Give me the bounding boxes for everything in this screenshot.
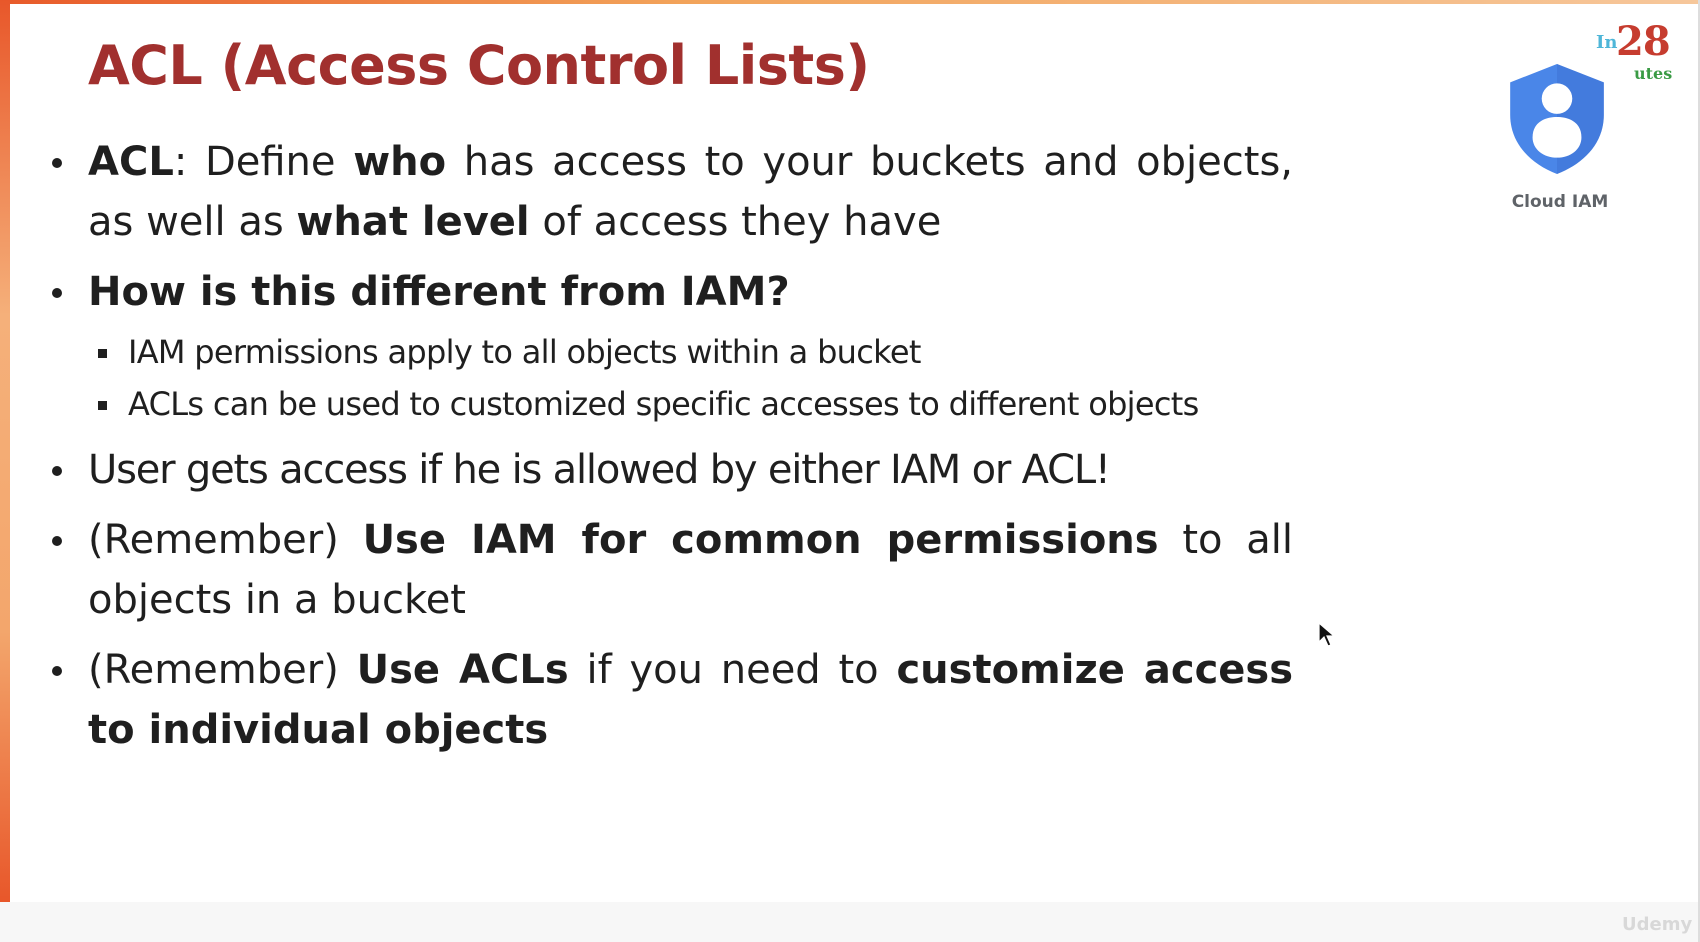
user-body (1533, 117, 1582, 158)
logo-suffix: utes (1634, 64, 1673, 83)
mouse-pointer-icon (1318, 622, 1336, 648)
sub-item-acl-customize: ACLs can be used to customized specific accesses to different objects (88, 378, 1293, 430)
slide-title: ACL (Access Control Lists) (88, 34, 870, 97)
bullet-access-rule (48, 440, 1293, 500)
iam-difference-heading: How is this different from IAM? (88, 269, 790, 315)
bullet-iam-difference (48, 262, 1293, 430)
bullet-remember-iam: (Remember) Use IAM for common permissions to all objects in a bucket (48, 510, 1293, 630)
bullet-list (48, 132, 1293, 760)
slide-bottom-margin (0, 902, 1700, 942)
acl-term: ACL (88, 139, 174, 185)
what-level-emphasis: what level (296, 199, 530, 245)
udemy-watermark: Udemy (1622, 914, 1693, 935)
sub-item-iam-permissions: IAM permissions apply to all objects within a bucket (88, 326, 1293, 378)
cloud-iam-icon (1506, 62, 1608, 176)
logo-prefix: In (1596, 32, 1618, 53)
customize-access-emphasis: customize access to individual objects (88, 647, 1294, 753)
logo-number: 28 (1616, 18, 1670, 65)
bullet-remember-acl: (Remember) Use ACLs if you need to customize access to individual objects (48, 640, 1293, 760)
in28minutes-logo (1594, 18, 1694, 86)
slide-top-border (0, 0, 1700, 4)
iam-difference-sub-list (88, 326, 1293, 430)
access-rule-text: User gets access if he is allowed by either IAM or ACL! (88, 447, 1110, 493)
slide-left-border (0, 0, 10, 902)
bullet-acl-definition: ACL: Define who has access to your buckets and objects, as well as what level of access they have (48, 132, 1293, 252)
use-iam-emphasis: Use IAM for common permissions (362, 517, 1159, 563)
use-acls-emphasis: Use ACLs (356, 647, 569, 693)
who-emphasis: who (353, 139, 447, 185)
cloud-iam-label: Cloud IAM (1511, 192, 1609, 212)
user-head (1542, 83, 1573, 114)
